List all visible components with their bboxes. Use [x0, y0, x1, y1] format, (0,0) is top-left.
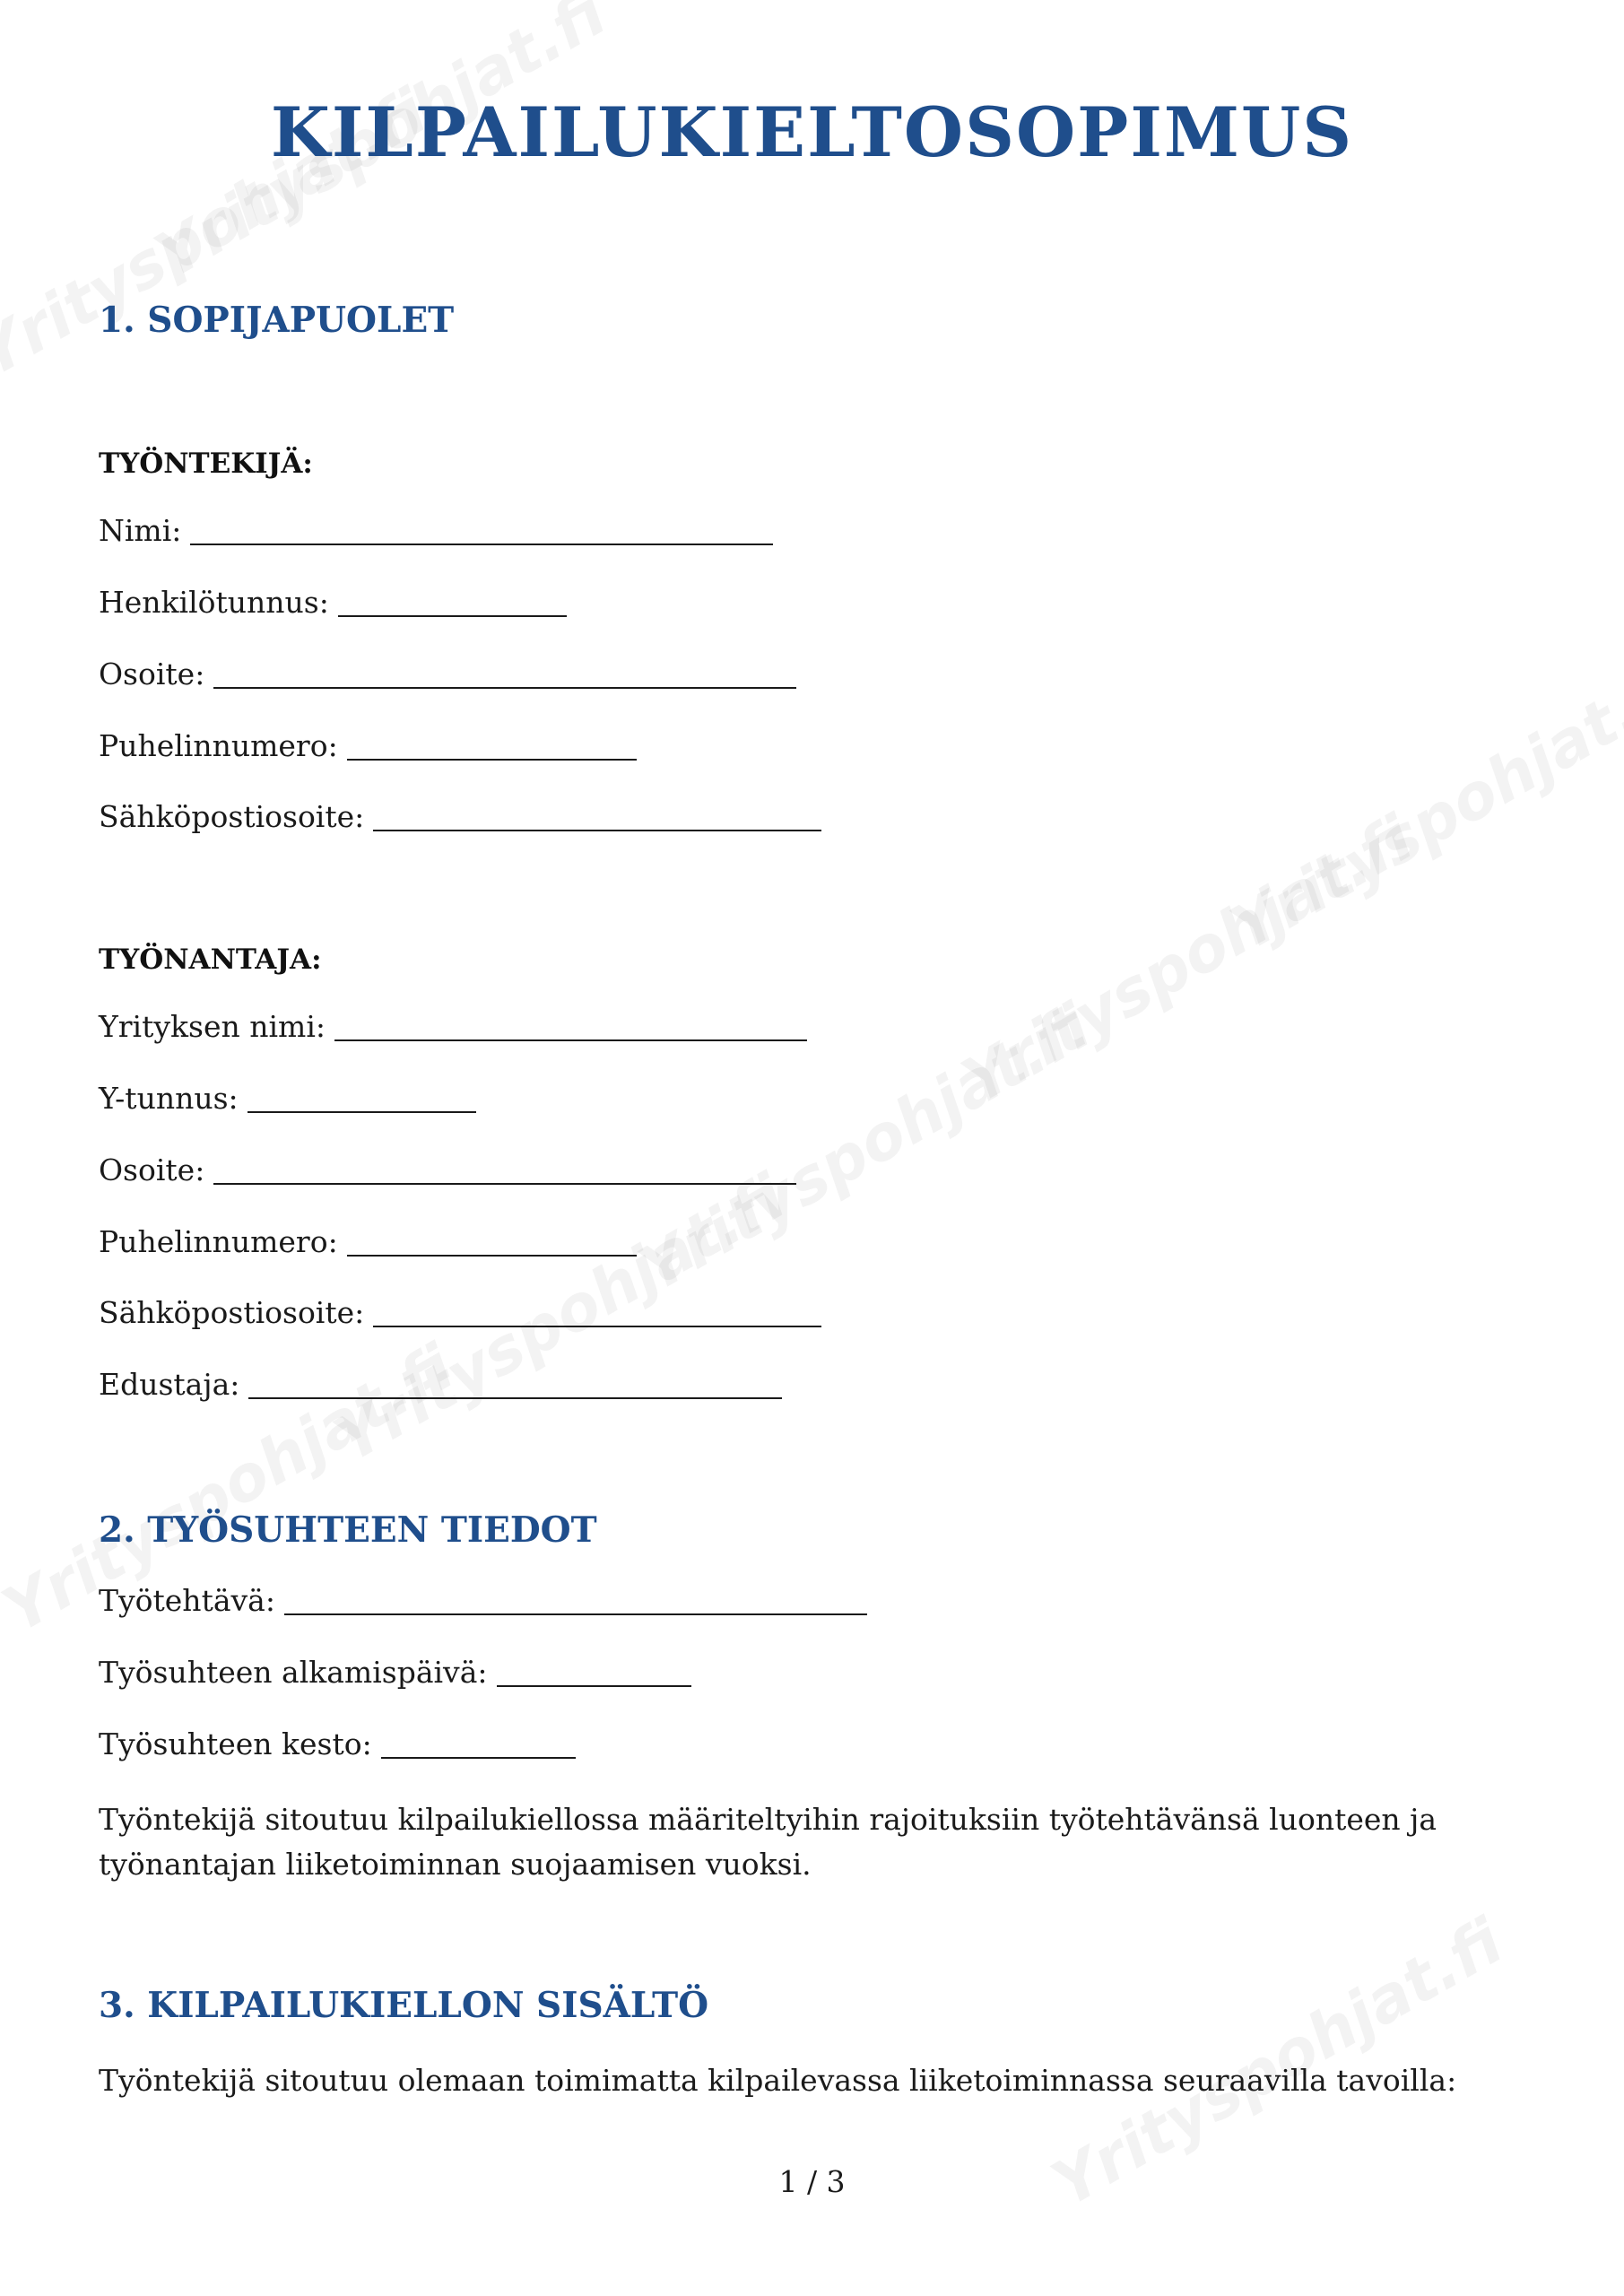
field-label: Työsuhteen kesto: — [99, 1726, 372, 1761]
employer-phone-field[interactable] — [99, 1224, 637, 1259]
fill-line[interactable] — [284, 1588, 867, 1615]
fill-line[interactable] — [248, 1086, 476, 1113]
fill-line[interactable] — [213, 662, 796, 689]
non-compete-paragraph: Työntekijä sitoutuu olemaan toimimatta kilpailevassa liiketoiminnassa seuraavilla tavoilla: — [99, 2063, 1457, 2098]
employee-email-field[interactable] — [99, 799, 821, 834]
employment-paragraph: Työntekijä sitoutuu kilpailukiellossa määriteltyihin rajoituksiin työtehtävänsä luonteen ja työnantajan liiketoiminnan suojaamisen vuoksi. — [99, 1802, 1437, 1882]
start-date-field[interactable] — [99, 1655, 691, 1690]
job-title-field[interactable] — [99, 1583, 867, 1618]
business-id-field[interactable] — [99, 1081, 476, 1116]
field-label: Yrityksen nimi: — [99, 1009, 326, 1044]
fill-line[interactable] — [338, 590, 567, 617]
employee-phone-field[interactable] — [99, 728, 637, 763]
employer-email-field[interactable] — [99, 1295, 821, 1330]
field-label: Edustaja: — [99, 1367, 240, 1402]
field-label: Työsuhteen alkamispäivä: — [99, 1655, 488, 1690]
employee-address-field[interactable] — [99, 659, 796, 689]
field-label: Y-tunnus: — [99, 1081, 239, 1116]
document-title: KILPAILUKIELTOSOPIMUS — [270, 92, 1354, 172]
field-label: Henkilötunnus: — [99, 585, 329, 620]
fill-line[interactable] — [334, 1014, 807, 1041]
fill-line[interactable] — [373, 804, 821, 831]
fill-line[interactable] — [213, 1158, 796, 1185]
fill-line[interactable] — [497, 1660, 691, 1687]
field-label: Sähköpostiosoite: — [99, 1295, 365, 1330]
fill-line[interactable] — [373, 1300, 821, 1327]
representative-field[interactable] — [99, 1367, 782, 1402]
section-heading-non-compete: 3. KILPAILUKIELLON SISÄLTÖ — [99, 1985, 709, 2026]
company-name-field[interactable] — [99, 1009, 807, 1044]
field-label: Työtehtävä: — [99, 1583, 275, 1618]
employee-name-field[interactable] — [99, 513, 773, 548]
employee-heading: TYÖNTEKIJÄ: — [99, 448, 313, 480]
watermark — [951, 801, 1426, 1118]
field-label: Osoite: — [99, 657, 205, 691]
field-label: Nimi: — [99, 513, 182, 548]
fill-line[interactable] — [248, 1372, 782, 1399]
fill-line[interactable] — [347, 734, 637, 761]
employer-address-field[interactable] — [99, 1152, 796, 1187]
fill-line[interactable] — [190, 518, 773, 545]
field-label: Puhelinnumero: — [99, 1224, 338, 1259]
watermark — [1220, 648, 1624, 965]
page-number: 1 / 3 — [778, 2164, 846, 2199]
field-label: Sähköpostiosoite: — [99, 799, 365, 834]
section-heading-employment: 2. TYÖSUHTEEN TIEDOT — [99, 1509, 597, 1551]
field-label: Puhelinnumero: — [99, 728, 338, 763]
field-label: Osoite: — [99, 1152, 205, 1187]
fill-line[interactable] — [347, 1230, 637, 1257]
employee-ssn-field[interactable] — [99, 585, 567, 620]
section-heading-parties: 1. SOPIJAPUOLET — [99, 300, 455, 341]
employer-heading: TYÖNANTAJA: — [99, 944, 322, 976]
duration-field[interactable] — [99, 1726, 576, 1761]
fill-line[interactable] — [381, 1732, 576, 1759]
